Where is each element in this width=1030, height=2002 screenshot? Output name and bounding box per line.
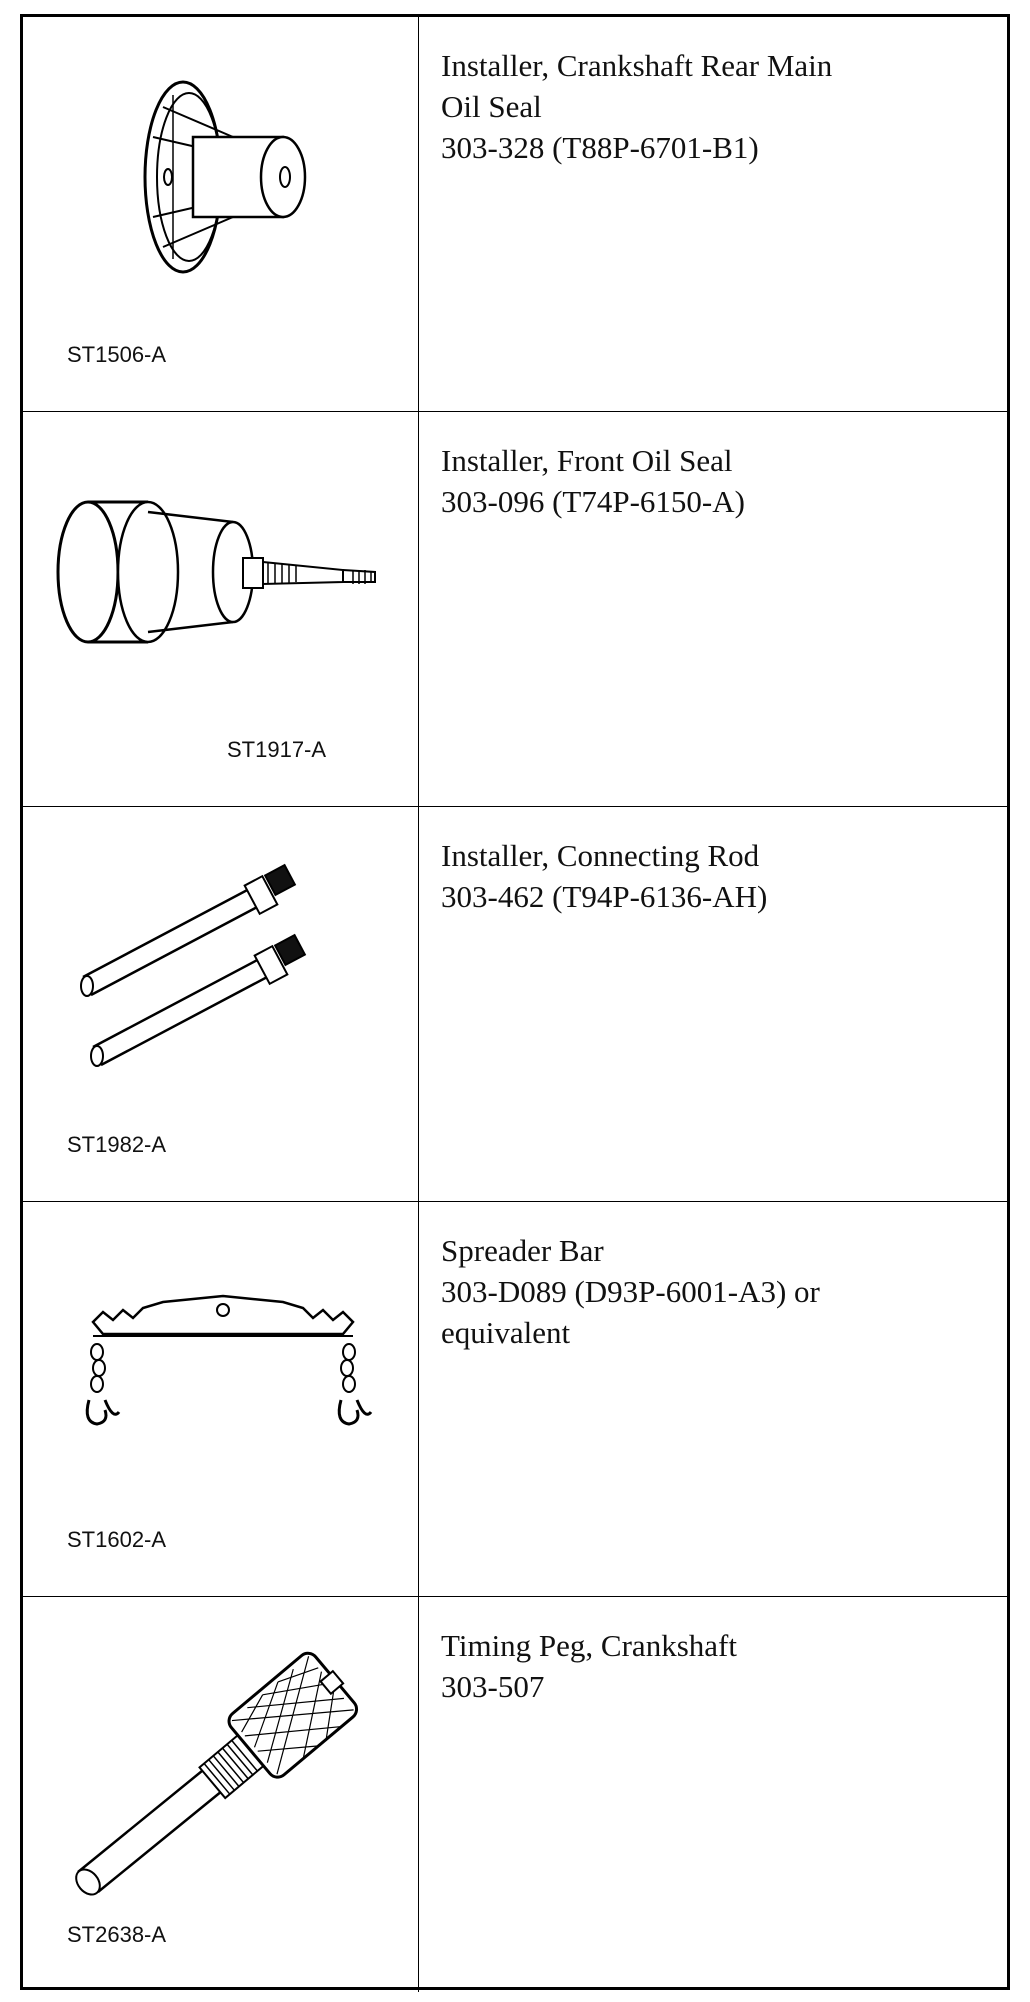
tool-description-cell xyxy=(419,1597,1007,1992)
tool-description-cell xyxy=(419,412,1007,806)
timing-peg-icon xyxy=(63,1637,383,1937)
tool-name: Installer, Front Oil Seal xyxy=(441,443,733,478)
front-oil-seal-installer-icon xyxy=(53,492,403,662)
table-row xyxy=(23,412,1007,807)
tool-image-cell xyxy=(23,1597,418,1992)
tool-name: Installer, Connecting Rod xyxy=(441,838,760,873)
tool-image-code: ST1506-A xyxy=(67,342,167,367)
tool-description-cell xyxy=(419,17,1007,411)
tool-image-code: ST2638-A xyxy=(67,1922,167,1947)
tool-number: 303-328 (T88P-6701-B1) xyxy=(441,130,759,165)
special-tools-table xyxy=(20,14,1010,1990)
tool-image-code: ST1982-A xyxy=(67,1132,167,1157)
tool-image-cell xyxy=(23,412,418,806)
tool-description-cell xyxy=(419,807,1007,1201)
tool-number: 303-507 xyxy=(441,1669,545,1704)
tool-number-continued: equivalent xyxy=(441,1315,571,1350)
tool-image-cell xyxy=(23,1202,418,1596)
rear-main-oil-seal-installer-icon xyxy=(123,77,323,277)
tool-name: Installer, Crankshaft Rear Main xyxy=(441,48,833,83)
tool-number: 303-462 (T94P-6136-AH) xyxy=(441,879,768,914)
table-row xyxy=(23,807,1007,1202)
tool-image-code: ST1917-A xyxy=(227,737,327,762)
tool-image-code: ST1602-A xyxy=(67,1527,167,1552)
tool-description-cell xyxy=(419,1202,1007,1596)
connecting-rod-installer-icon xyxy=(63,857,363,1107)
table-row xyxy=(23,17,1007,412)
table-row xyxy=(23,1597,1007,1992)
tool-name-continued: Oil Seal xyxy=(441,89,542,124)
tool-image-cell xyxy=(23,17,418,411)
tool-name: Spreader Bar xyxy=(441,1233,604,1268)
tool-number: 303-D089 (D93P-6001-A3) or xyxy=(441,1274,820,1309)
tool-image-cell xyxy=(23,807,418,1201)
table-row xyxy=(23,1202,1007,1597)
spreader-bar-icon xyxy=(73,1272,373,1462)
tool-name: Timing Peg, Crankshaft xyxy=(441,1628,737,1663)
tool-number: 303-096 (T74P-6150-A) xyxy=(441,484,745,519)
